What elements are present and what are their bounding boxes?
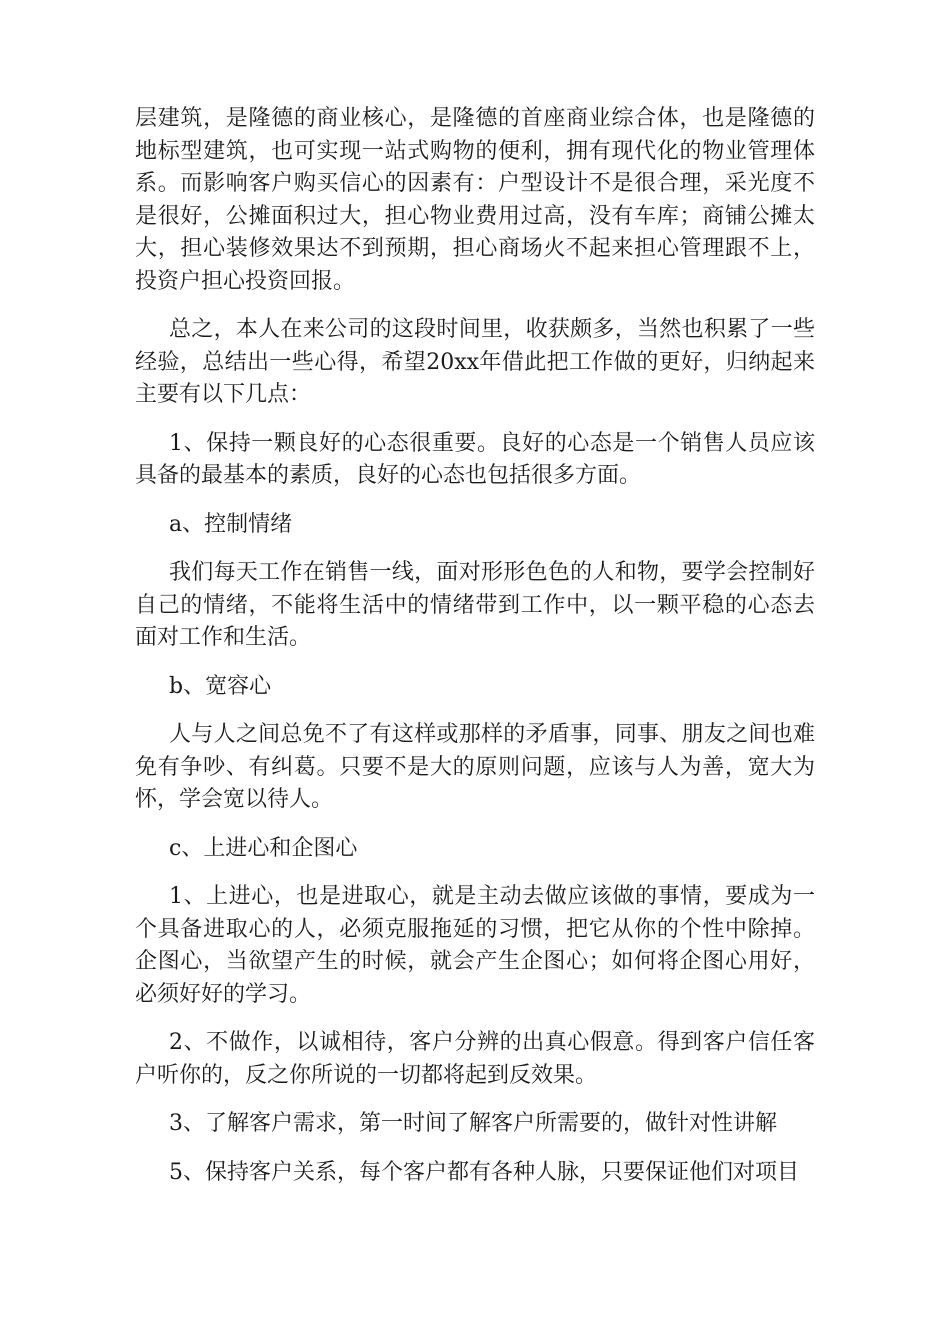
document-body: [135, 103, 815, 1205]
subheading-b: b、宽容心: [169, 673, 272, 699]
subheading-c: c、上进心和企图心: [169, 835, 358, 861]
paragraph-9: 1、上进心，也是进取心，就是主动去做应该做的事情，要成为一个具备进取心的人，必须克服拖延的习惯，把它从你的个性中除掉。企图心，当欲望产生的时候，就会产生企图心；如何将企图心用好，必须好好的学习。: [135, 884, 815, 1007]
paragraph-1: 层建筑，是隆德的商业核心，是隆德的首座商业综合体，也是隆德的地标型建筑，也可实现一站式购物的便利，拥有现代化的物业管理体系。而影响客户购买信心的因素有：户型设计不是很合理，采光度不是很好，公摊面积过大，担心物业费用过高，没有车库；商铺公摊太大，担心装修效果达不到预期，担心商场火不起来担心管理跟不上，投资户担心投资回报。: [135, 106, 815, 294]
paragraph-12: 5、保持客户关系，每个客户都有各种人脉，只要保证他们对项目: [169, 1159, 799, 1185]
paragraph-11: 3、了解客户需求，第一时间了解客户所需要的，做针对性讲解: [169, 1111, 777, 1136]
paragraph-10: 2、不做作，以诚相待，客户分辨的出真心假意。得到客户信任客户听你的，反之你所说的一切都将起到反效果。: [135, 1030, 815, 1088]
paragraph-2: 总之，本人在来公司的这段时间里，收获颇多，当然也积累了一些经验，总结出一些心得，希望20xx年借此把工作做的更好，归纳起来主要有以下几点：: [135, 317, 815, 407]
subheading-a: a、控制情绪: [169, 511, 293, 537]
paragraph-7: 人与人之间总免不了有这样或那样的矛盾事，同事、朋友之间也难免有争吵、有纠葛。只要不是大的原则问题，应该与人为善，宽大为怀，学会宽以待人。: [135, 722, 815, 812]
paragraph-3: 1、保持一颗良好的心态很重要。良好的心态是一个销售人员应该具备的最基本的素质，良好的心态也包括很多方面。: [135, 430, 815, 488]
paragraph-5: 我们每天工作在销售一线，面对形形色色的人和物，要学会控制好自己的情绪，不能将生活中的情绪带到工作中，以一颗平稳的心态去面对工作和生活。: [135, 560, 815, 650]
